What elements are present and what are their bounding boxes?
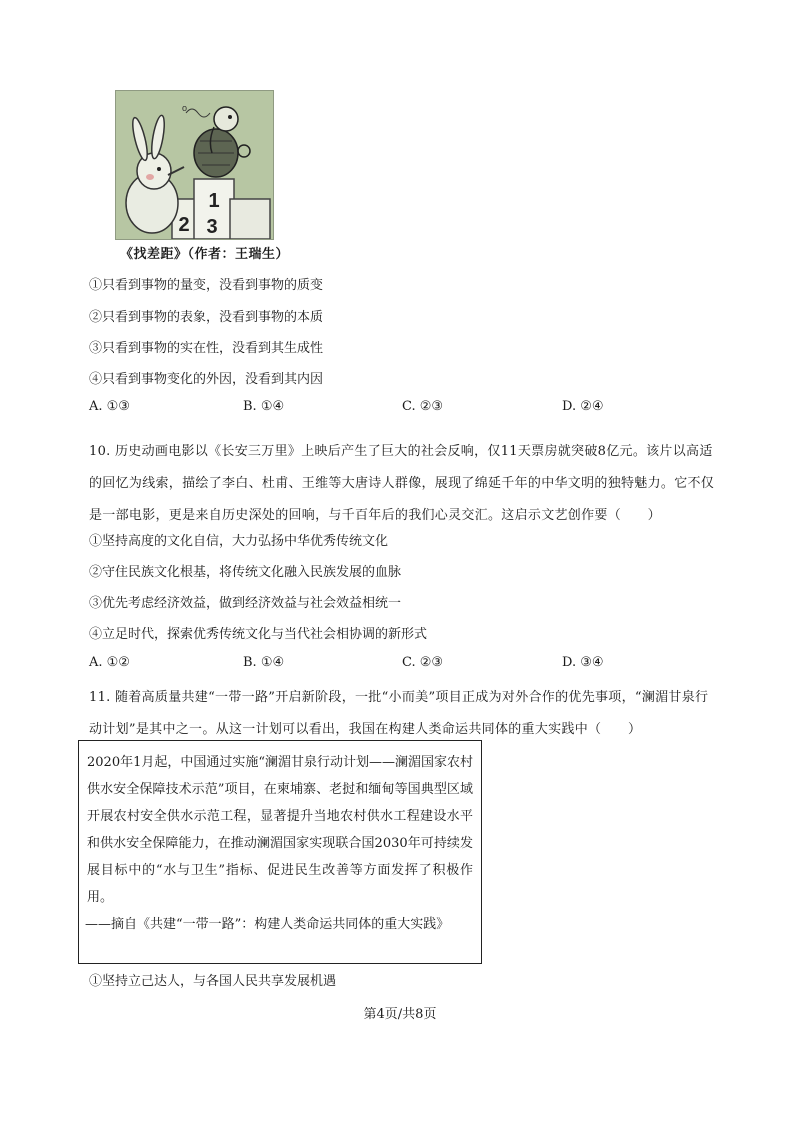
podium-first: 1 [208, 190, 220, 212]
cartoon-caption: 《找差距》（作者：王瑞生） [120, 247, 290, 262]
rabbit-turtle-podium-image [116, 91, 273, 239]
q9-choice-a[interactable]: A. ①③ [89, 399, 130, 414]
podium-second: 2 [178, 214, 190, 236]
q10-choices [89, 655, 729, 675]
q11-option-1: ①坚持立己达人，与各国人民共享发展机遇 [89, 974, 337, 989]
quote-box [78, 740, 482, 964]
q9-option-2: ②只看到事物的表象，没看到事物的本质 [89, 310, 324, 325]
q9-choice-c[interactable]: C. ②③ [402, 399, 444, 414]
q10-stem: 10. 历史动画电影以《长安三万里》上映后产生了巨大的社会反响，仅11天票房就突破8亿元。该片以高适的回忆为线索，描绘了李白、杜甫、王维等大唐诗人群像，展现了绵延千年的中华文明的独特魅力。它不仅是一部电影，更是来自历史深处的回响，与千百年后的我们心灵交汇。这启示文艺创作要（ ） [89, 444, 715, 523]
q9-choice-d[interactable]: D. ②④ [562, 399, 604, 414]
quote-body: 2020年1月起，中国通过实施“澜湄甘泉行动计划——澜湄国家农村供水安全保障技术示范”项目，在柬埔寨、老挝和缅甸等国典型区域开展农村安全供水示范工程，显著提升当地农村供水工程建设水平和供水安全保障能力，在推动澜湄国家实现联合国2030年可持续发展目标中的“水与卫生”指标、促进民生改善等方面发挥了积极作用。 [87, 755, 474, 905]
quote-source: ——摘自《共建“一带一路”：构建人类命运共同体的重大实践》 [85, 917, 450, 932]
podium-third: 3 [206, 216, 218, 238]
q10-option-4: ④立足时代，探索优秀传统文化与当代社会相协调的新形式 [89, 627, 428, 642]
q10-choice-c[interactable]: C. ②③ [402, 655, 444, 670]
q10-choice-b[interactable]: B. ①④ [243, 655, 285, 670]
q9-option-3: ③只看到事物的实在性，没看到其生成性 [89, 341, 324, 356]
q11-stem: 11. 随着高质量共建“一带一路”开启新阶段，一批“小而美”项目正成为对外合作的优先事项，“澜湄甘泉行动计划”是其中之一。从这一计划可以看出，我国在构建人类命运共同体的重大实践中（ ） [89, 690, 709, 737]
q10-option-3: ③优先考虑经济效益，做到经济效益与社会效益相统一 [89, 596, 402, 611]
q10-option-1: ①坚持高度的文化自信，大力弘扬中华优秀传统文化 [89, 534, 389, 549]
q10-choice-d[interactable]: D. ③④ [562, 655, 604, 670]
q9-choice-b[interactable]: B. ①④ [243, 399, 285, 414]
page-number: 第4页/共8页 [363, 1007, 437, 1022]
svg-text:o: o [182, 103, 188, 113]
q9-option-4: ④只看到事物变化的外因，没看到其内因 [89, 372, 324, 387]
q9-choices [89, 399, 729, 419]
q10-option-2: ②守住民族文化根基，将传统文化融入民族发展的血脉 [89, 565, 402, 580]
q10-choice-a[interactable]: A. ①② [89, 655, 130, 670]
cartoon-illustration [115, 90, 274, 240]
q9-option-1: ①只看到事物的量变，没看到事物的质变 [89, 278, 324, 293]
